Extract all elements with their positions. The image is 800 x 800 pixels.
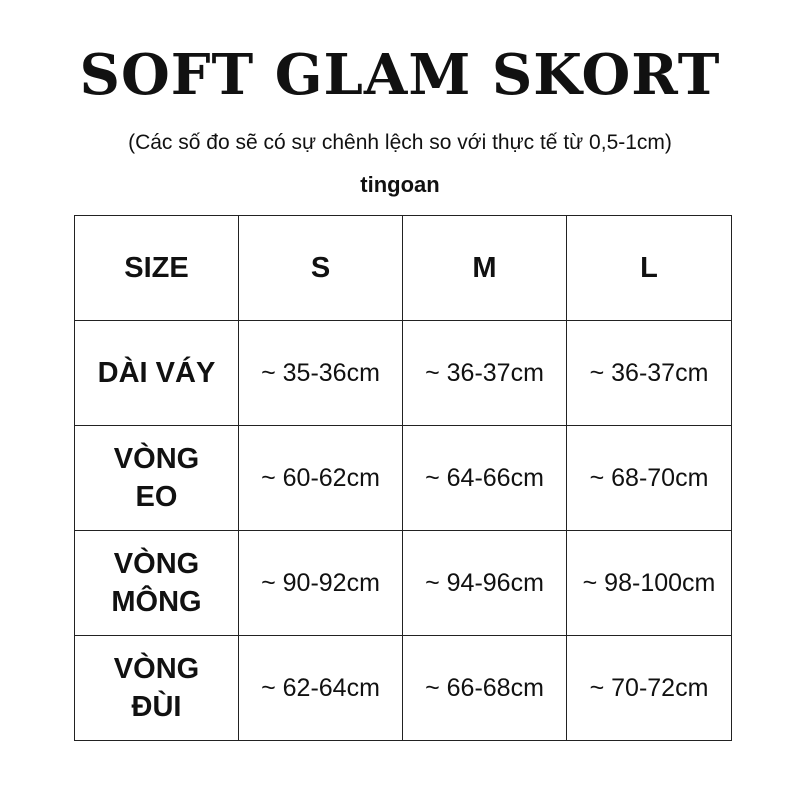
row-label-text: DÀI VÁY xyxy=(97,357,216,389)
row-label-text: VÒNG EO xyxy=(113,443,200,513)
brand-name: tingoan xyxy=(360,172,440,197)
size-chart-table xyxy=(74,215,732,741)
row-label xyxy=(75,321,239,426)
table-row xyxy=(75,426,732,531)
table-cell: ~ 66-68cm xyxy=(403,636,567,741)
row-label-text: VÒNG MÔNG xyxy=(111,548,202,618)
measurement-note: (Các số đo sẽ có sự chênh lệch so với thực tế từ 0,5-1cm) xyxy=(128,131,672,154)
table-cell: ~ 60-62cm xyxy=(239,426,403,531)
row-label xyxy=(75,531,239,636)
header-cell-size: SIZE xyxy=(75,216,239,321)
header-cell-s: S xyxy=(239,216,403,321)
table-cell: ~ 36-37cm xyxy=(567,321,732,426)
table-cell: ~ 90-92cm xyxy=(239,531,403,636)
table-row xyxy=(75,531,732,636)
table-cell: ~ 68-70cm xyxy=(567,426,732,531)
table-row xyxy=(75,321,732,426)
table-cell: ~ 64-66cm xyxy=(403,426,567,531)
table-cell: ~ 70-72cm xyxy=(567,636,732,741)
table-cell: ~ 94-96cm xyxy=(403,531,567,636)
table-cell: ~ 36-37cm xyxy=(403,321,567,426)
row-label xyxy=(75,426,239,531)
header-cell-m: M xyxy=(403,216,567,321)
header-cell-l: L xyxy=(567,216,732,321)
table-cell: ~ 98-100cm xyxy=(567,531,732,636)
row-label xyxy=(75,636,239,741)
table-header-row xyxy=(75,216,732,321)
row-label-text: VÒNG ĐÙI xyxy=(113,653,200,723)
table-cell: ~ 35-36cm xyxy=(239,321,403,426)
page-title: SOFT GLAM SKORT xyxy=(79,42,721,108)
table-cell: ~ 62-64cm xyxy=(239,636,403,741)
table-row xyxy=(75,636,732,741)
